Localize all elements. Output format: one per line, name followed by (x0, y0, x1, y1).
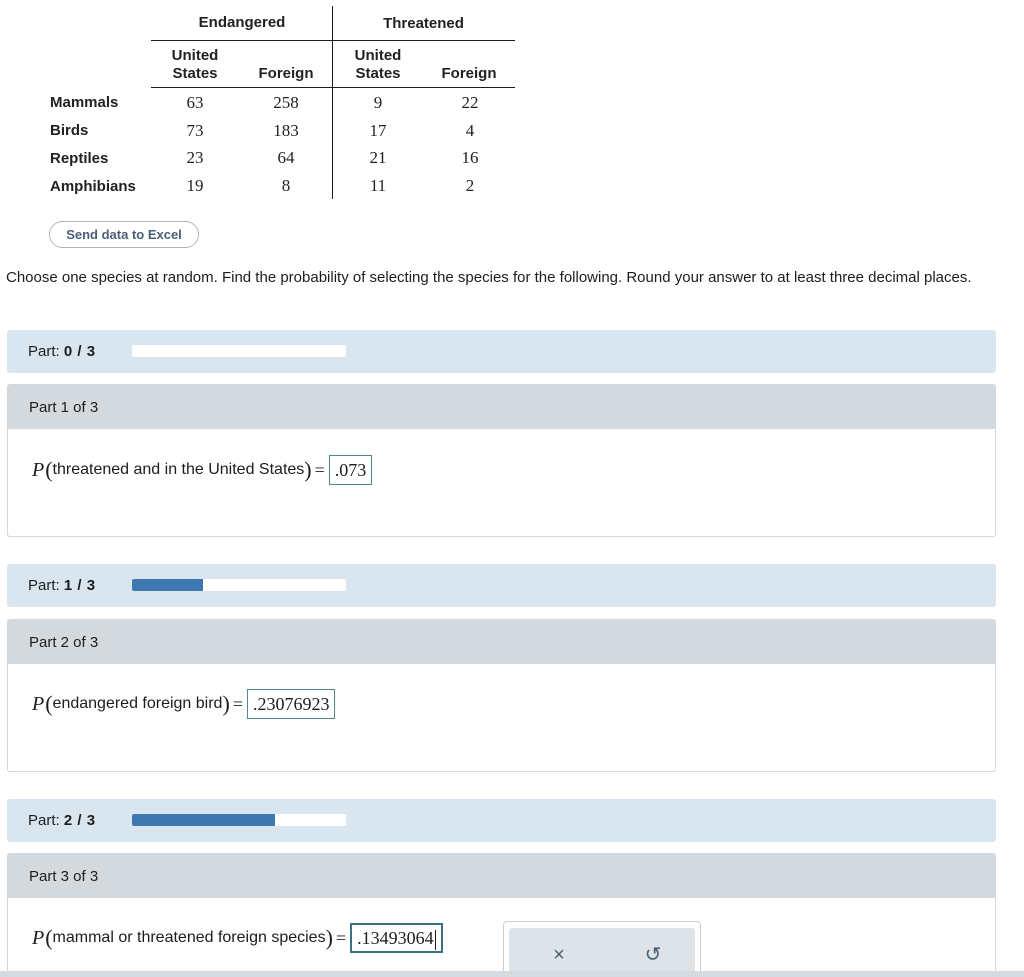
event-text: threatened and in the United States (52, 461, 305, 478)
table-cell: 17 (369, 121, 387, 140)
progress-bar-2 (7, 799, 996, 842)
open-paren: ( (45, 457, 53, 482)
row-label-reptiles: Reptiles (50, 150, 109, 167)
open-paren: ( (45, 925, 53, 950)
part-1-answer-input[interactable]: .073 (329, 455, 373, 485)
table-cell: 22 (461, 93, 479, 112)
part-3-title: Part 3 of 3 (8, 854, 995, 898)
progress-track (132, 814, 346, 826)
probability-symbol: P (32, 458, 45, 481)
progress-track (132, 345, 346, 357)
header-rule-top (151, 40, 515, 41)
table-cell: 23 (186, 148, 204, 167)
progress-label (28, 343, 96, 360)
table-cell: 183 (273, 121, 299, 140)
progress-value: 1 / 3 (63, 577, 96, 594)
close-paren: ) (222, 691, 230, 716)
table-cell: 64 (277, 148, 295, 167)
part-2-answer-input[interactable]: .23076923 (247, 689, 336, 719)
table-cell: 258 (273, 93, 299, 112)
answer-text: .13493064 (357, 928, 434, 948)
subheader-threatened-us (343, 47, 413, 83)
header-rule-bottom (151, 87, 515, 88)
progress-label (28, 812, 96, 829)
question-instructions: Choose one species at random. Find the probability of selecting the species for the following. Round your answer to at least three decimal places. (6, 269, 972, 286)
subheader-endangered-us (160, 47, 230, 83)
toolbox-inner (509, 928, 695, 977)
progress-bar-1 (7, 564, 996, 607)
progress-fill (132, 579, 203, 591)
subheader-line: States (355, 65, 401, 82)
subheader-line: United (354, 47, 402, 64)
close-paren: ) (304, 457, 312, 482)
equals-sign: = (314, 459, 325, 480)
part-1-title: Part 1 of 3 (8, 385, 995, 429)
part-1-panel (7, 384, 996, 537)
header-endangered: Endangered (198, 14, 286, 31)
progress-bar-0 (7, 330, 996, 373)
part-3-panel (7, 853, 996, 977)
header-threatened: Threatened (383, 15, 464, 32)
subheader-line: States (172, 65, 218, 82)
progress-label-text: Part: (28, 343, 60, 360)
probability-symbol: P (32, 926, 45, 949)
progress-value: 2 / 3 (63, 812, 96, 829)
row-label-mammals: Mammals (50, 94, 119, 111)
subheader-threatened-foreign: Foreign (441, 65, 497, 82)
part-2-panel (7, 619, 996, 772)
table-cell: 19 (186, 176, 204, 195)
subheader-line: United (171, 47, 219, 64)
progress-fill (132, 814, 275, 826)
open-paren: ( (45, 691, 53, 716)
table-cell: 9 (373, 93, 383, 112)
text-caret (435, 930, 436, 950)
close-paren: ) (325, 925, 333, 950)
part-1-expression (32, 455, 372, 485)
progress-value: 0 / 3 (63, 343, 96, 360)
probability-symbol: P (32, 692, 45, 715)
progress-label (28, 577, 96, 594)
table-cell: 73 (186, 121, 204, 140)
progress-label-text: Part: (28, 812, 60, 829)
part-3-expression (32, 923, 443, 953)
part-2-title: Part 2 of 3 (8, 620, 995, 664)
part-2-expression (32, 689, 335, 719)
table-cell: 11 (369, 176, 387, 195)
event-text: mammal or threatened foreign species (52, 929, 326, 946)
equals-sign: = (335, 927, 347, 948)
window-bottom-edge (0, 971, 1024, 977)
table-cell: 4 (465, 121, 475, 140)
part-3-answer-input[interactable] (350, 923, 443, 953)
row-label-birds: Birds (50, 122, 89, 139)
species-table (0, 0, 520, 210)
table-cell: 63 (186, 93, 204, 112)
table-cell: 2 (465, 176, 475, 195)
progress-track (132, 579, 346, 591)
row-label-amphibians: Amphibians (50, 178, 136, 195)
group-divider (332, 6, 333, 199)
close-icon[interactable]: × (553, 944, 565, 966)
send-to-excel-button[interactable]: Send data to Excel (49, 221, 199, 248)
event-text: endangered foreign bird (52, 695, 223, 712)
table-cell: 21 (369, 148, 387, 167)
equals-sign: = (232, 693, 243, 714)
answer-toolbox (503, 921, 701, 977)
subheader-endangered-foreign: Foreign (258, 65, 314, 82)
table-cell: 16 (461, 148, 479, 167)
undo-icon[interactable]: ↺ (644, 944, 662, 966)
table-cell: 8 (281, 176, 291, 195)
progress-label-text: Part: (28, 577, 60, 594)
